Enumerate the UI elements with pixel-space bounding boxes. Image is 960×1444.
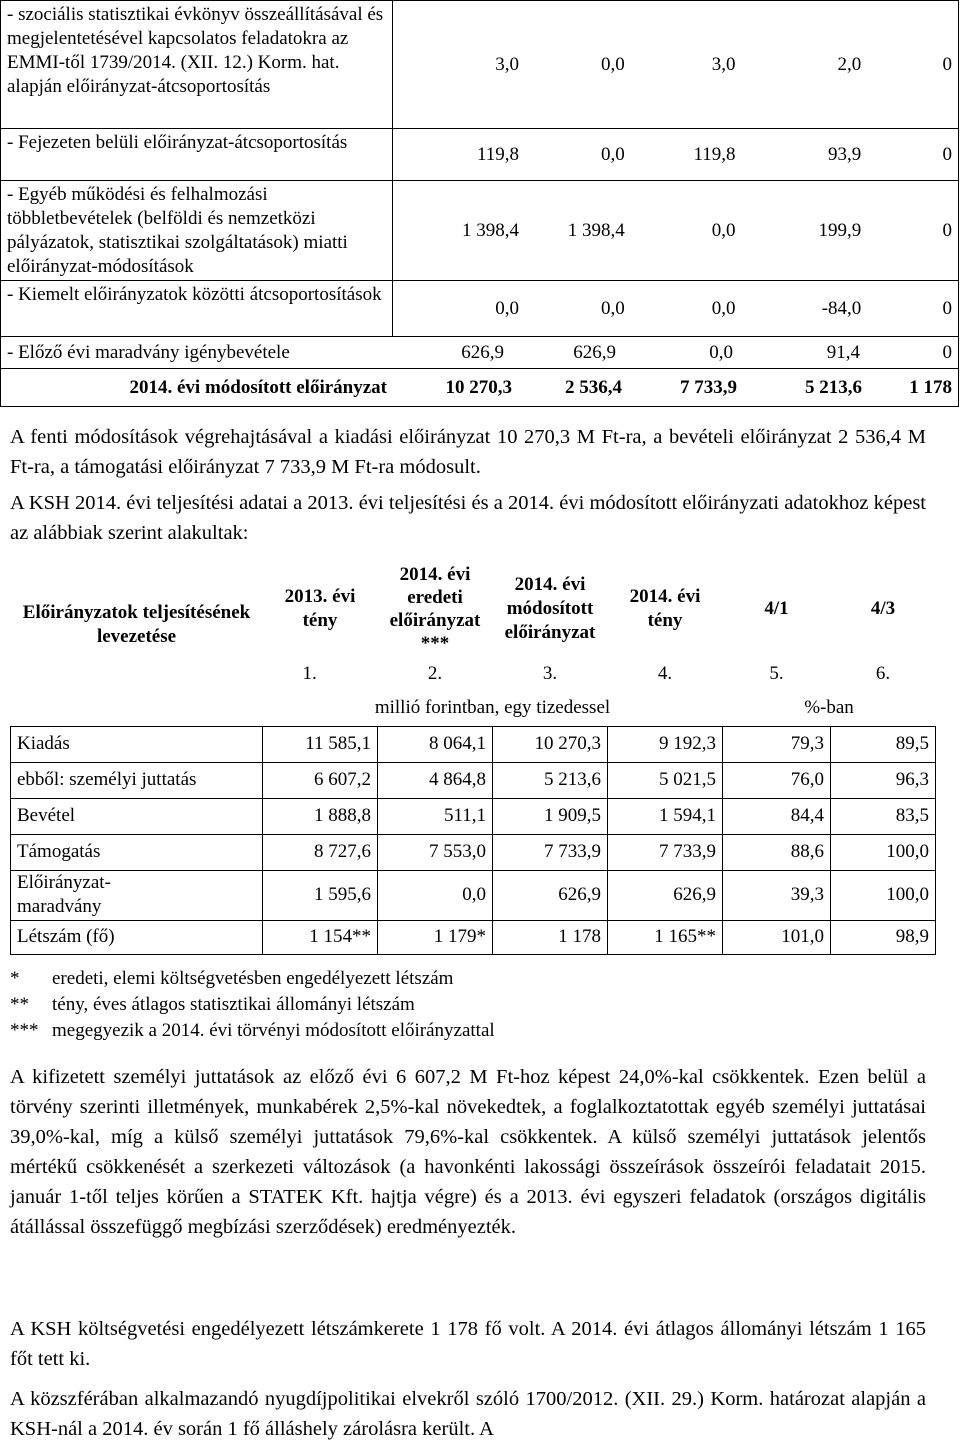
table-row [1,1,959,129]
cell: 98,9 [831,920,936,954]
paragraph: A fenti módosítások végrehajtásával a kiadási előirányzat 10 270,3 M Ft-ra, a bevételi előirányzat 2 536,4 M Ft-ra, a támogatási előirányzat 7 733,9 M Ft-ra módosult. [10,426,926,478]
unit-label: %-ban [804,696,854,718]
cell: 626,9 [573,341,616,363]
cell: 119,8 [693,143,736,165]
cell: 5 213,6 [805,376,862,398]
footnote [10,1018,495,1044]
cell: 1 595,6 [263,870,378,920]
cell: 1 398,4 [462,219,519,241]
table-row [1,281,959,337]
row-label: - Egyéb működési és felhalmozási többletbevételek (belföldi és nemzetközi pályázatok, statisztikai szolgáltatások) miatti előirányzat-módosítások [1,181,393,281]
budget-modification-table [0,0,959,407]
table-row-total [1,369,959,407]
cell: 91,4 [826,341,860,363]
paragraph: A kifizetett személyi juttatások az előző évi 6 607,2 M Ft-hoz képest 24,0%-kal csökkentek. Ezen belül a törvény szerinti illetmények, munkabérek 2,5%-kal növekedtek, a foglalkoztatottak egyéb személyi juttatásai 39,0%-kal, míg a külső személyi juttatások 79,6%-kal csökkentek. A külső személyi juttatások jelentős mértékű csökkenését a szerkezeti változások (a havonkénti lakossági összeírások összeírói feladatait 2015. január 1-től teljes körűen a STATEK Kft. hajtja végre) és a 2013. évi egyszeri feladatok (országos digitális átállással összefüggő megbízási szerződések) eredményezték. [10,1066,926,1238]
paragraph: A KSH 2014. évi teljesítési adatai a 2013. évi teljesítési és a 2014. évi módosított előirányzati adatokhoz képest az alábbiak szerint alakultak: [10,492,926,544]
row-values [399,53,952,77]
unit-row [11,690,936,726]
table-row [11,726,936,762]
column-number: 1. [302,663,317,684]
table-row [11,870,936,920]
cell: 6 607,2 [263,762,378,798]
row-label: Támogatás [11,834,263,870]
cell: 626,9 [493,870,608,920]
cell: 8 727,6 [263,834,378,870]
cell: 100,0 [831,834,936,870]
row-label: - Fejezeten belüli előirányzat-átcsoportosítás [1,129,393,181]
footnote-mark: * [10,968,20,989]
table-row [11,798,936,834]
cell: 1 154** [263,920,378,954]
cell: 96,3 [831,762,936,798]
paragraph: A KSH költségvetési engedélyezett létszámkerete 1 178 fő volt. A 2014. évi átlagos állományi létszám 1 165 főt tett ki. [10,1318,926,1370]
footnote-text: tény, éves átlagos statisztikai állományi létszám [52,994,415,1015]
column-number: 3. [542,663,558,684]
cell: 0,0 [378,870,493,920]
table-row [11,762,936,798]
footnote-mark: ** [10,994,29,1015]
footnote [10,992,495,1018]
row-label: - Előző évi maradvány igénybevétele [7,341,290,363]
footnote-text: eredeti, elemi költségvetésben engedélyezett létszám [52,968,454,989]
cell: 9 192,3 [608,726,723,762]
row-label: ebből: személyi juttatás [11,762,263,798]
cell: 76,0 [723,762,831,798]
cell: 1 178 [493,920,608,954]
table-row [1,129,959,181]
row-label: Létszám (fő) [11,920,263,954]
column-number: 5. [769,663,784,684]
cell: 83,5 [831,798,936,834]
row-label: Bevétel [11,798,263,834]
row-label: - szociális statisztikai évkönyv összeállításával és megjelentetésével kapcsolatos feladatokra az EMMI-től 1739/2014. (XII. 12.) Korm. hat. alapján előirányzat-átcsoportosítás [1,1,393,129]
cell: 39,3 [723,870,831,920]
row-label: Kiadás [11,726,263,762]
cell: 2,0 [837,53,862,75]
column-header: 4/1 [764,598,789,619]
cell: 100,0 [831,870,936,920]
footnote-text: megegyezik a 2014. évi törvényi módosított előirányzattal [52,1020,495,1041]
cell: 3,0 [711,53,736,75]
cell: 0 [942,143,952,165]
row-label: 2014. évi módosított előirányzat [129,376,387,398]
cell: 3,0 [495,53,519,75]
cell: 0,0 [709,341,733,363]
table-row [11,920,936,954]
cell: 88,6 [723,834,831,870]
cell: 79,3 [723,726,831,762]
unit-label: millió forintban, egy tizedessel [374,696,611,718]
cell: 7 733,9 [680,376,737,398]
cell: 199,9 [818,219,862,241]
column-number: 2. [427,663,443,684]
cell: 0,0 [601,297,625,319]
row-values [399,297,952,321]
cell: 0,0 [711,219,736,241]
corner-header: Előirányzatok teljesítésének levezetése [22,602,251,647]
cell: 1 165** [608,920,723,954]
table-row [11,834,936,870]
cell: 511,1 [378,798,493,834]
cell: 0 [942,219,952,241]
row-values [399,143,952,167]
cell: 1 888,8 [263,798,378,834]
row-label: - Kiemelt előirányzatok közötti átcsoportosítások [1,281,393,337]
table-row [1,181,959,281]
appropriation-performance-table [10,560,936,955]
cell: -84,0 [821,297,862,319]
footnote-mark: *** [10,1020,39,1041]
cell: 626,9 [461,341,504,363]
cell: 0 [942,53,952,75]
column-number: 4. [657,663,673,684]
cell: 10 270,3 [445,376,512,398]
cell: 7 733,9 [493,834,608,870]
cell: 84,4 [723,798,831,834]
cell: 101,0 [723,920,831,954]
cell: 1 178 [909,376,952,398]
cell: 11 585,1 [263,726,378,762]
cell: 8 064,1 [378,726,493,762]
cell: 0,0 [495,297,519,319]
cell: 5 021,5 [608,762,723,798]
cell: 10 270,3 [493,726,608,762]
cell: 626,9 [608,870,723,920]
column-header: 4/3 [870,598,896,619]
column-number: 6. [875,663,891,684]
footnotes [10,966,495,1044]
column-header: 2014. évi módosított előirányzat [504,574,596,643]
cell: 0,0 [601,53,625,75]
cell: 7 553,0 [378,834,493,870]
cell: 93,9 [828,143,862,165]
cell: 4 864,8 [378,762,493,798]
cell: 89,5 [831,726,936,762]
cell: 0 [942,341,952,363]
row-label: Előirányzat-maradvány [11,870,263,920]
column-header: 2013. évi tény [284,586,356,631]
column-header: 2014. évi eredeti előirányzat *** [389,564,481,654]
table-row [1,337,959,369]
cell: 0,0 [711,297,736,319]
cell: 119,8 [476,143,519,165]
cell: 1 179* [378,920,493,954]
column-header: 2014. évi tény [629,586,701,631]
cell: 1 909,5 [493,798,608,834]
cell: 1 398,4 [567,219,625,241]
cell: 1 594,1 [608,798,723,834]
footnote [10,966,495,992]
table-header-row [11,560,936,658]
cell: 0 [942,297,952,319]
cell: 2 536,4 [565,376,622,398]
cell: 5 213,6 [493,762,608,798]
row-values [399,219,952,243]
cell: 0,0 [601,143,625,165]
paragraph: A közszférában alkalmazandó nyugdíjpolitikai elvekről szóló 1700/2012. (XII. 29.) Korm. határozat alapján a KSH-nál a 2014. év során 1 fő álláshely zárolásra került. A [10,1388,926,1440]
cell: 7 733,9 [608,834,723,870]
